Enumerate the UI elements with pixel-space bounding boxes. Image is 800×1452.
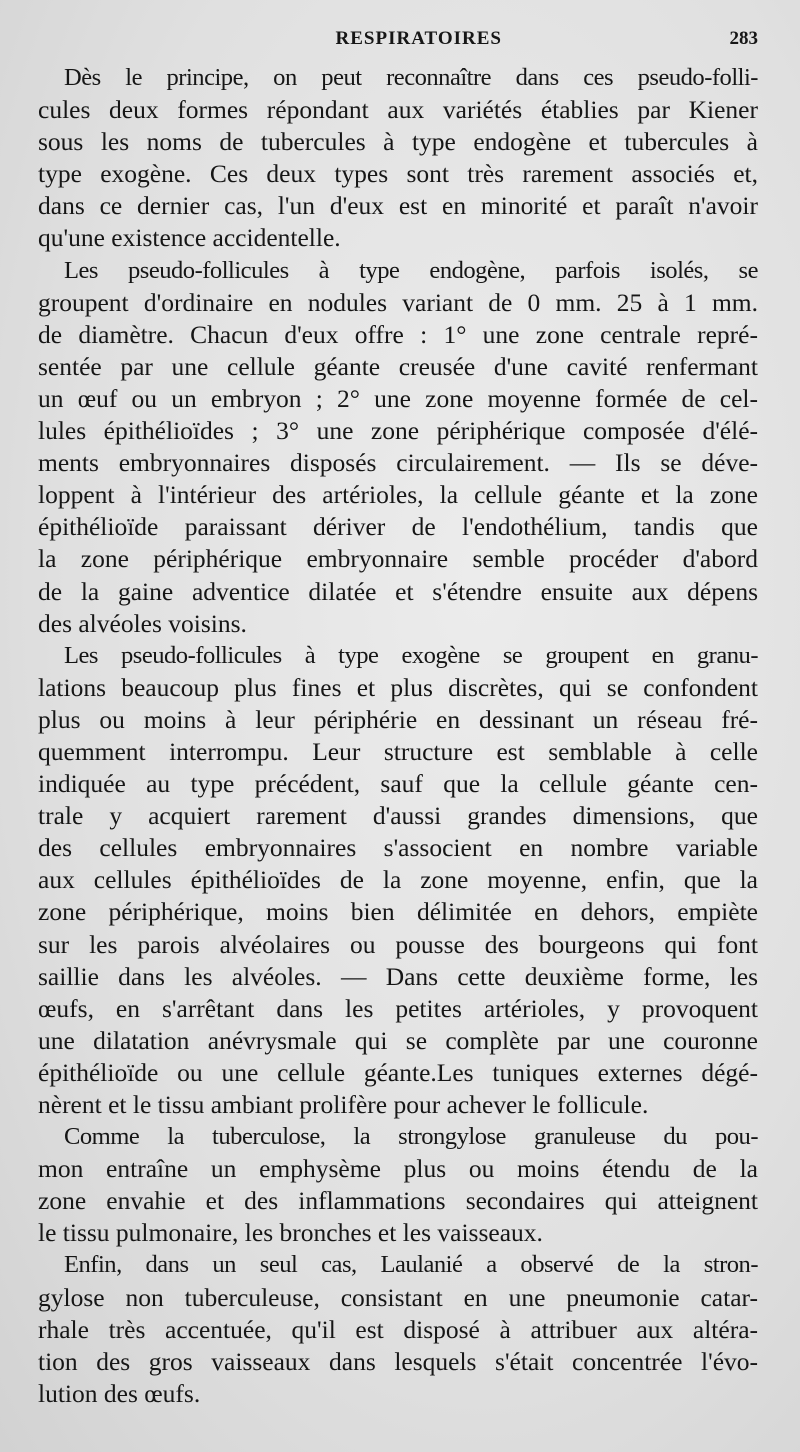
text-line: des alvéoles voisins. xyxy=(38,608,247,638)
text-line: indiquée au type précédent, sauf que la cellule géante cen- xyxy=(38,769,758,799)
text-line: lution des œufs. xyxy=(38,1378,201,1408)
text-line: gylose non tuberculeuse, consistant en une pneumonie catar- xyxy=(38,1282,758,1312)
running-title: RESPIRATOIRES xyxy=(335,28,502,49)
text-line: ments embryonnaires disposés circulairement. — Ils se déve- xyxy=(38,448,758,478)
text-line: la zone périphérique embryonnaire semble procéder d'abord xyxy=(38,544,758,574)
text-line: Les pseudo-follicules à type exogène se groupent en granu- xyxy=(64,641,758,669)
text-line: de diamètre. Chacun d'eux offre : 1° une zone centrale repré- xyxy=(38,319,758,349)
text-line: œufs, en s'arrêtant dans les petites artérioles, y provoquent xyxy=(38,993,758,1023)
paragraph xyxy=(38,1121,758,1249)
text-line: un œuf ou un embryon ; 2° une zone moyenne formée de cel- xyxy=(38,383,758,413)
text-line: saillie dans les alvéoles. — Dans cette deuxième forme, les xyxy=(38,961,758,991)
text-line: épithélioïde paraissant dériver de l'endothélium, tandis que xyxy=(38,512,758,542)
body-text xyxy=(38,62,758,1410)
text-line: sous les noms de tubercules à type endogène et tubercules à xyxy=(38,127,758,157)
page-number: 283 xyxy=(729,28,758,49)
text-line: qu'une existence accidentelle. xyxy=(38,223,341,253)
text-line: plus ou moins à leur périphérie en dessinant un réseau fré- xyxy=(38,704,758,734)
text-line: zone périphérique, moins bien délimitée en dehors, empiète xyxy=(38,897,758,927)
text-line: nèrent et le tissu ambiant prolifère pour achever le follicule. xyxy=(38,1090,649,1119)
paragraph xyxy=(38,640,758,1121)
running-header xyxy=(38,28,758,62)
text-line: zone envahie et des inflammations secondaires qui atteignent xyxy=(38,1186,758,1216)
text-line: quemment interrompu. Leur structure est semblable à celle xyxy=(38,736,758,766)
text-line: cules deux formes répondant aux variétés établies par Kiener xyxy=(38,95,758,125)
text-line: groupent d'ordinaire en nodules variant de 0 mm. 25 à 1 mm. xyxy=(38,287,758,317)
text-line: sur les parois alvéolaires ou pousse des bourgeons qui font xyxy=(38,929,758,959)
text-line: loppent à l'intérieur des artérioles, la cellule géante et la zone xyxy=(38,480,758,510)
text-line: de la gaine adventice dilatée et s'étendre ensuite aux dépens xyxy=(38,576,758,606)
paragraph xyxy=(38,1249,758,1409)
text-line: tion des gros vaisseaux dans lesquels s'était concentrée l'évo- xyxy=(38,1346,758,1376)
text-line: une dilatation anévrysmale qui se complète par une couronne xyxy=(38,1025,758,1055)
text-line: dans ce dernier cas, l'un d'eux est en minorité et paraît n'avoir xyxy=(38,191,758,221)
text-line: Enfin, dans un seul cas, Laulanié a observé de la stron- xyxy=(64,1251,758,1279)
text-line: Les pseudo-follicules à type endogène, parfois isolés, se xyxy=(64,256,758,284)
text-line: lules épithélioïdes ; 3° une zone périphérique composée d'élé- xyxy=(38,416,758,446)
paragraph xyxy=(38,62,758,255)
paragraph xyxy=(38,255,758,640)
text-line: mon entraîne un emphysème plus ou moins étendu de la xyxy=(38,1154,758,1184)
text-line: Dès le principe, on peut reconnaître dans ces pseudo-folli- xyxy=(64,64,758,91)
text-line: des cellules embryonnaires s'associent en nombre variable xyxy=(38,833,758,863)
text-line: lations beaucoup plus fines et plus discrètes, qui se confondent xyxy=(38,672,758,702)
text-line: sentée par une cellule géante creusée d'une cavité renfermant xyxy=(38,351,758,381)
text-line: aux cellules épithélioïdes de la zone moyenne, enfin, que la xyxy=(38,865,758,895)
text-line: trale y acquiert rarement d'aussi grandes dimensions, que xyxy=(38,801,758,831)
text-line: rhale très accentuée, qu'il est disposé à attribuer aux altéra- xyxy=(38,1314,758,1344)
text-line: type exogène. Ces deux types sont très rarement associés et, xyxy=(38,159,758,189)
text-line: épithélioïde ou une cellule géante.Les tuniques externes dégé- xyxy=(38,1057,758,1087)
text-line: Comme la tuberculose, la strongylose granuleuse du pou- xyxy=(64,1123,758,1151)
text-line: le tissu pulmonaire, les bronches et les vaisseaux. xyxy=(38,1218,543,1248)
